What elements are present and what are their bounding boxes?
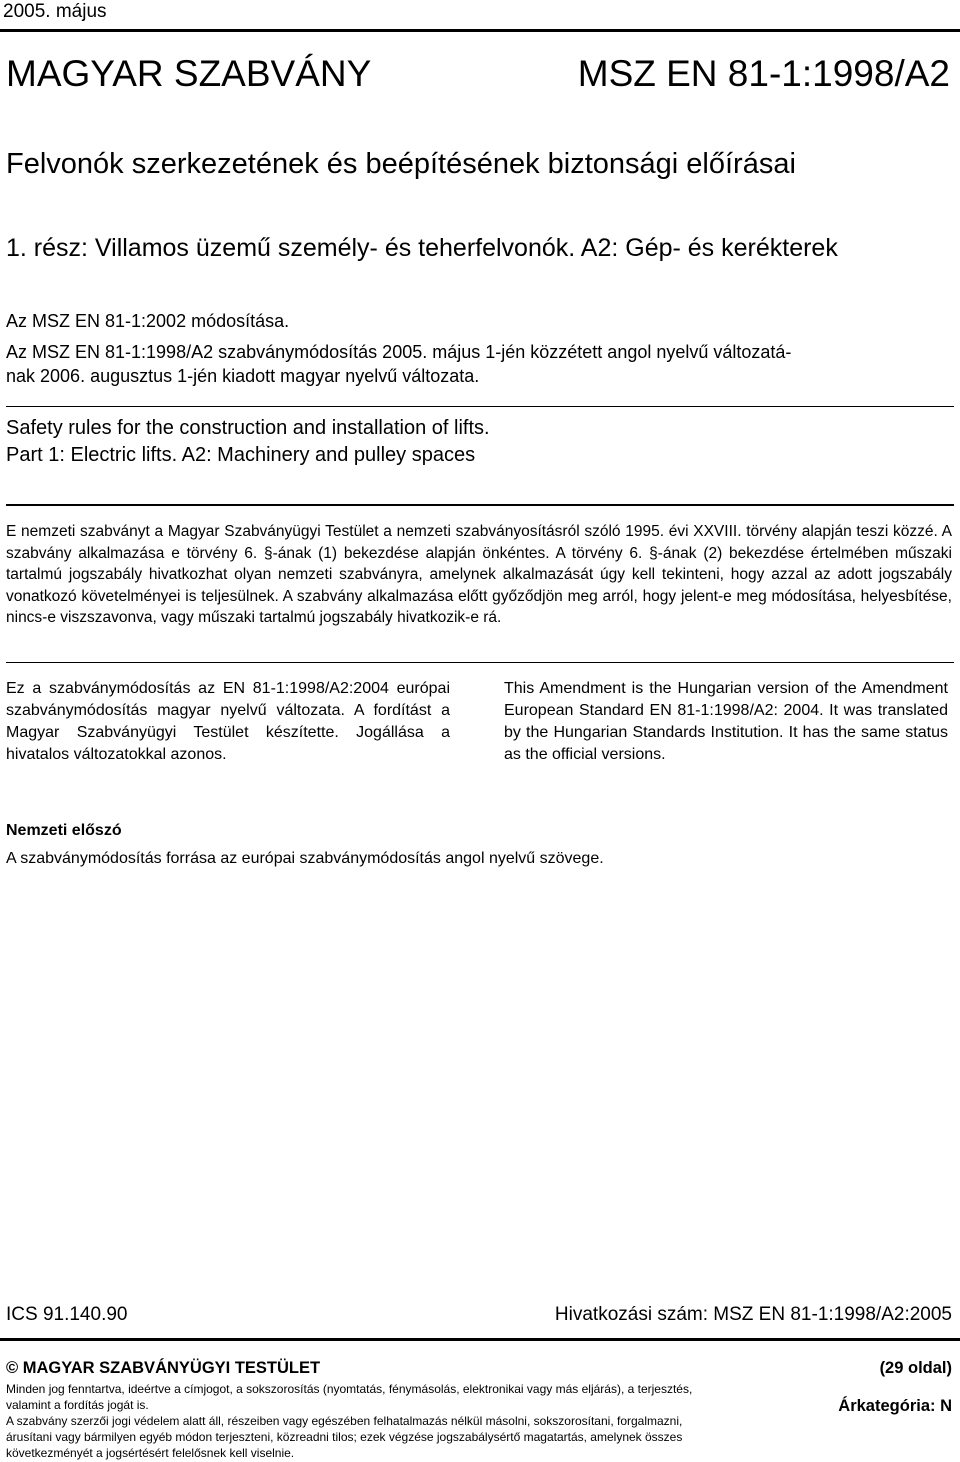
legal-top-rule — [6, 504, 954, 506]
rights-notice-2: A szabvány szerzői jogi védelem alatt áll, részeiben vagy egészében felhatalmazás nélkül másolni, sokszorosítani, forgalmazni, árusítani vagy bármilyen egyéb módon terjeszteni, közreadni tilos; ezek végzése jogszabálysértő magatartás, amelynek összes következményét a jogsértésért felelősnek kell viselnie. — [6, 1414, 683, 1460]
publication-date: 2005. május — [3, 1, 107, 22]
reference-number: Hivatkozási szám: MSZ EN 81-1:1998/A2:2005 — [554, 1304, 952, 1325]
standard-number: MSZ EN 81-1:1998/A2 — [577, 53, 950, 94]
hungarian-part-title: 1. rész: Villamos üzemű személy- és teherfelvonók. A2: Gép- és kerékterek — [6, 234, 838, 262]
english-title-line-2: Part 1: Electric lifts. A2: Machinery and pulley spaces — [6, 444, 476, 466]
english-title-line-1: Safety rules for the construction and installation of lifts. — [6, 417, 490, 439]
page-count: (29 oldal) — [879, 1359, 952, 1377]
modification-line-1: Az MSZ EN 81-1:2002 módosítása. — [6, 311, 290, 331]
english-title-rule — [6, 406, 954, 407]
ics-code: ICS 91.140.90 — [6, 1304, 128, 1325]
national-preface-text: A szabványmódosítás forrása az európai szabványmódosítás angol nyelvű szövege. — [6, 850, 604, 867]
english-version-note: This Amendment is the Hungarian version of the Amendment European Standard EN 81-1:1998/A2: 2004. It was translated by the Hungarian Standards Institution. It has the same status as the official versions. — [504, 680, 948, 763]
organization-copyright: © MAGYAR SZABVÁNYÜGYI TESTÜLET — [6, 1359, 321, 1377]
hungarian-version-note: Ez a szabványmódosítás az EN 81-1:1998/A2:2004 európai szabványmódosítás magyar nyelvű változata. A fordítást a Magyar Szabványügyi Testület készítette. Jogállása a hivatalos változatokkal azonos. — [6, 680, 450, 763]
national-preface-heading: Nemzeti előszó — [6, 822, 122, 839]
top-rule — [0, 29, 960, 32]
footer-rule — [0, 1338, 960, 1341]
price-category: Árkategória: N — [838, 1397, 952, 1415]
standard-name: MAGYAR SZABVÁNY — [6, 53, 372, 94]
legal-bottom-rule — [6, 662, 954, 663]
legal-notice: E nemzeti szabványt a Magyar Szabványügyi Testület a nemzeti szabványosításról szóló 1995. évi XXVIII. törvény alapján teszi közzé. A szabvány alkalmazása e törvény 6. §-ának (1) bekezdése alapján önkéntes. A törvény 6. §-ának (2) bekezdése értelmében műszaki tartalmú jogszabály hivatkozhat olyan nemzeti szabványra, amelynek alkalmazását úgy kell tekinteni, hogy azzal az adott jogszabály vonatkozó követelményei is teljesülnek. A szabvány alkalmazása előtt győződjön meg arról, hogy jelent-e meg módosítása, helyesbítése, nincs-e viszszavonva, vagy műszaki tartalmú jogszabály hivatkozik-e rá. — [6, 523, 952, 627]
modification-line-2: Az MSZ EN 81-1:1998/A2 szabványmódosítás 2005. május 1-jén közzétett angol nyelvű változatá- — [6, 342, 792, 362]
modification-line-3: nak 2006. augusztus 1-jén kiadott magyar nyelvű változata. — [6, 366, 480, 386]
rights-notice-1: Minden jog fenntartva, ideértve a címjogot, a sokszorosítás (nyomtatás, fénymásolás, elektronikai vagy más eljárás), a terjesztés, valamint a fordítás jogát is. — [6, 1382, 693, 1412]
hungarian-title: Felvonók szerkezetének és beépítésének biztonsági előírásai — [6, 148, 796, 180]
